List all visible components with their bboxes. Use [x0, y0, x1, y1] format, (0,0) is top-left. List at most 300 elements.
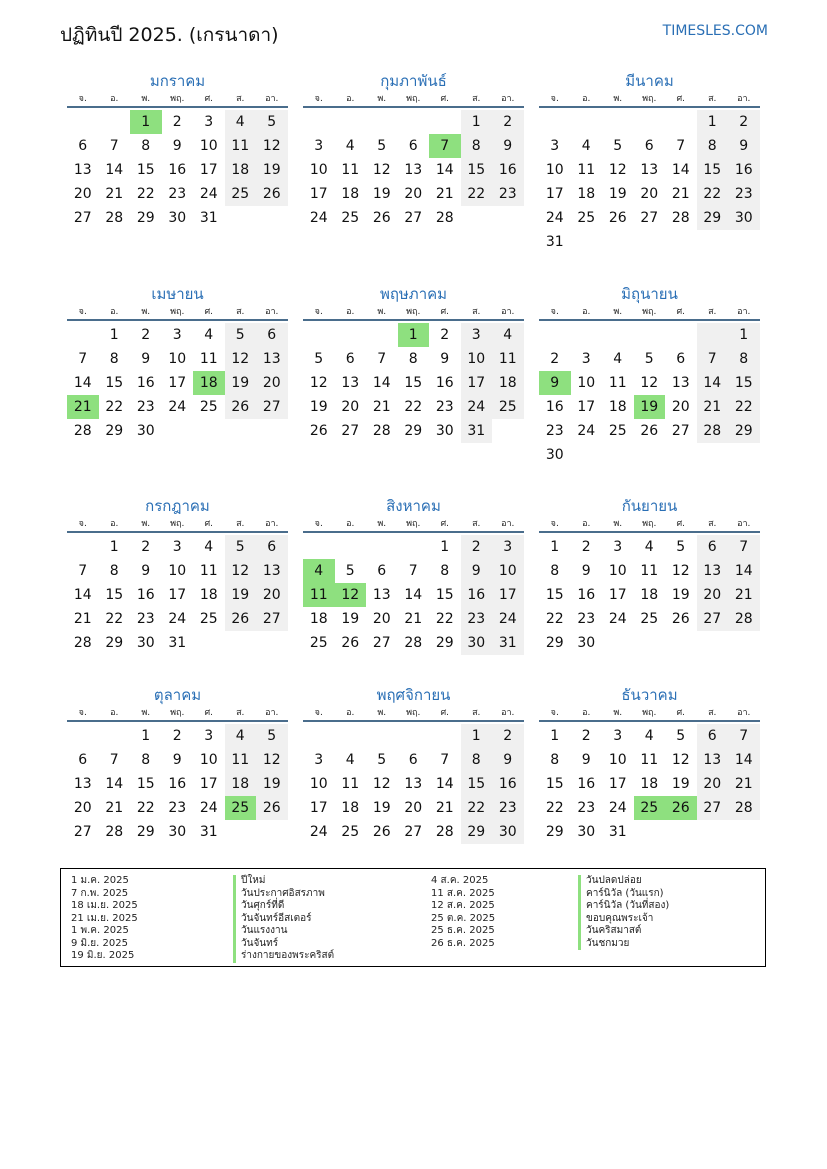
- day-cell[interactable]: 28: [728, 607, 760, 631]
- day-cell[interactable]: 16: [136, 375, 155, 391]
- day-cell[interactable]: 15: [435, 587, 454, 603]
- day-cell[interactable]: 21: [728, 583, 760, 607]
- day-cell[interactable]: 5: [377, 752, 387, 768]
- holiday-day-cell[interactable]: 26: [665, 796, 697, 820]
- day-cell[interactable]: 21: [435, 186, 454, 202]
- day-cell[interactable]: 24: [168, 399, 187, 415]
- day-cell[interactable]: 17: [309, 800, 328, 816]
- day-cell[interactable]: 10: [199, 138, 218, 154]
- day-cell[interactable]: 19: [225, 371, 257, 395]
- day-cell[interactable]: 24: [577, 423, 596, 439]
- day-cell[interactable]: 7: [109, 138, 119, 154]
- day-cell[interactable]: 19: [256, 158, 288, 182]
- day-cell[interactable]: 7: [109, 752, 119, 768]
- day-cell[interactable]: 11: [341, 776, 360, 792]
- day-cell[interactable]: 19: [671, 587, 690, 603]
- day-cell[interactable]: 11: [577, 162, 596, 178]
- day-cell[interactable]: 9: [728, 134, 760, 158]
- day-cell[interactable]: 9: [581, 563, 591, 579]
- day-cell[interactable]: 16: [492, 772, 524, 796]
- day-cell[interactable]: 19: [309, 399, 328, 415]
- day-cell[interactable]: 31: [461, 419, 493, 443]
- day-cell[interactable]: 3: [613, 728, 623, 744]
- day-cell[interactable]: 26: [225, 607, 257, 631]
- day-cell[interactable]: 23: [577, 800, 596, 816]
- day-cell[interactable]: 16: [168, 776, 187, 792]
- day-cell[interactable]: 4: [644, 728, 654, 744]
- day-cell[interactable]: 19: [225, 583, 257, 607]
- day-cell[interactable]: 19: [608, 186, 627, 202]
- day-cell[interactable]: 4: [581, 138, 591, 154]
- day-cell[interactable]: 11: [225, 748, 257, 772]
- day-cell[interactable]: 23: [577, 611, 596, 627]
- day-cell[interactable]: 27: [697, 607, 729, 631]
- day-cell[interactable]: 23: [492, 796, 524, 820]
- day-cell[interactable]: 8: [461, 748, 493, 772]
- day-cell[interactable]: 6: [697, 535, 729, 559]
- day-cell[interactable]: 10: [168, 563, 187, 579]
- day-cell[interactable]: 13: [404, 776, 423, 792]
- day-cell[interactable]: 18: [577, 186, 596, 202]
- holiday-day-cell[interactable]: 11: [303, 583, 335, 607]
- day-cell[interactable]: 13: [671, 375, 690, 391]
- day-cell[interactable]: 21: [404, 611, 423, 627]
- day-cell[interactable]: 5: [676, 728, 686, 744]
- day-cell[interactable]: 21: [728, 772, 760, 796]
- day-cell[interactable]: 17: [545, 186, 564, 202]
- day-cell[interactable]: 3: [550, 138, 560, 154]
- day-cell[interactable]: 21: [697, 395, 729, 419]
- day-cell[interactable]: 17: [168, 587, 187, 603]
- day-cell[interactable]: 7: [440, 752, 450, 768]
- day-cell[interactable]: 21: [73, 611, 92, 627]
- day-cell[interactable]: 23: [545, 423, 564, 439]
- day-cell[interactable]: 25: [577, 210, 596, 226]
- day-cell[interactable]: 3: [581, 351, 591, 367]
- day-cell[interactable]: 30: [168, 210, 187, 226]
- day-cell[interactable]: 9: [141, 563, 151, 579]
- day-cell[interactable]: 10: [608, 752, 627, 768]
- day-cell[interactable]: 25: [225, 182, 257, 206]
- day-cell[interactable]: 5: [225, 535, 257, 559]
- day-cell[interactable]: 6: [408, 752, 418, 768]
- day-cell[interactable]: 28: [404, 635, 423, 651]
- day-cell[interactable]: 18: [309, 611, 328, 627]
- day-cell[interactable]: 8: [461, 134, 493, 158]
- day-cell[interactable]: 10: [461, 347, 493, 371]
- day-cell[interactable]: 11: [608, 375, 627, 391]
- day-cell[interactable]: 29: [105, 635, 124, 651]
- day-cell[interactable]: 1: [109, 539, 119, 555]
- day-cell[interactable]: 10: [492, 559, 524, 583]
- day-cell[interactable]: 17: [461, 371, 493, 395]
- day-cell[interactable]: 27: [404, 824, 423, 840]
- day-cell[interactable]: 24: [492, 607, 524, 631]
- day-cell[interactable]: 16: [492, 158, 524, 182]
- day-cell[interactable]: 8: [728, 347, 760, 371]
- day-cell[interactable]: 10: [309, 776, 328, 792]
- day-cell[interactable]: 23: [461, 607, 493, 631]
- day-cell[interactable]: 16: [435, 375, 454, 391]
- day-cell[interactable]: 15: [105, 375, 124, 391]
- day-cell[interactable]: 1: [461, 724, 493, 748]
- day-cell[interactable]: 20: [73, 800, 92, 816]
- day-cell[interactable]: 5: [314, 351, 324, 367]
- day-cell[interactable]: 20: [697, 583, 729, 607]
- day-cell[interactable]: 14: [73, 587, 92, 603]
- day-cell[interactable]: 3: [461, 323, 493, 347]
- day-cell[interactable]: 30: [492, 820, 524, 844]
- day-cell[interactable]: 27: [404, 210, 423, 226]
- day-cell[interactable]: 25: [309, 635, 328, 651]
- day-cell[interactable]: 7: [728, 535, 760, 559]
- day-cell[interactable]: 2: [581, 728, 591, 744]
- day-cell[interactable]: 15: [136, 162, 155, 178]
- day-cell[interactable]: 6: [256, 535, 288, 559]
- day-cell[interactable]: 13: [256, 347, 288, 371]
- day-cell[interactable]: 10: [199, 752, 218, 768]
- day-cell[interactable]: 24: [199, 800, 218, 816]
- holiday-day-cell[interactable]: 9: [539, 371, 571, 395]
- day-cell[interactable]: 29: [136, 824, 155, 840]
- holiday-day-cell[interactable]: 25: [225, 796, 257, 820]
- day-cell[interactable]: 9: [141, 351, 151, 367]
- day-cell[interactable]: 31: [199, 824, 218, 840]
- holiday-day-cell[interactable]: 18: [193, 371, 225, 395]
- day-cell[interactable]: 9: [581, 752, 591, 768]
- day-cell[interactable]: 11: [492, 347, 524, 371]
- day-cell[interactable]: 29: [105, 423, 124, 439]
- day-cell[interactable]: 21: [372, 399, 391, 415]
- day-cell[interactable]: 30: [435, 423, 454, 439]
- day-cell[interactable]: 10: [608, 563, 627, 579]
- day-cell[interactable]: 23: [492, 182, 524, 206]
- day-cell[interactable]: 14: [728, 748, 760, 772]
- day-cell[interactable]: 20: [404, 186, 423, 202]
- day-cell[interactable]: 29: [136, 210, 155, 226]
- day-cell[interactable]: 11: [199, 351, 218, 367]
- day-cell[interactable]: 3: [172, 327, 182, 343]
- day-cell[interactable]: 28: [435, 210, 454, 226]
- holiday-day-cell[interactable]: 1: [398, 323, 430, 347]
- day-cell[interactable]: 4: [204, 539, 214, 555]
- day-cell[interactable]: 10: [168, 351, 187, 367]
- day-cell[interactable]: 5: [676, 539, 686, 555]
- day-cell[interactable]: 28: [671, 210, 690, 226]
- day-cell[interactable]: 16: [461, 583, 493, 607]
- day-cell[interactable]: 29: [545, 635, 564, 651]
- day-cell[interactable]: 13: [73, 162, 92, 178]
- day-cell[interactable]: 24: [545, 210, 564, 226]
- day-cell[interactable]: 26: [225, 395, 257, 419]
- day-cell[interactable]: 28: [73, 635, 92, 651]
- day-cell[interactable]: 29: [404, 423, 423, 439]
- day-cell[interactable]: 23: [136, 399, 155, 415]
- holiday-day-cell[interactable]: 21: [67, 395, 99, 419]
- day-cell[interactable]: 4: [613, 351, 623, 367]
- day-cell[interactable]: 31: [199, 210, 218, 226]
- day-cell[interactable]: 5: [377, 138, 387, 154]
- day-cell[interactable]: 8: [440, 563, 450, 579]
- brand-link[interactable]: TIMESLES.COM: [662, 23, 768, 39]
- day-cell[interactable]: 6: [644, 138, 654, 154]
- day-cell[interactable]: 13: [256, 559, 288, 583]
- day-cell[interactable]: 5: [644, 351, 654, 367]
- day-cell[interactable]: 9: [492, 748, 524, 772]
- day-cell[interactable]: 28: [105, 210, 124, 226]
- day-cell[interactable]: 23: [168, 186, 187, 202]
- day-cell[interactable]: 23: [435, 399, 454, 415]
- day-cell[interactable]: 8: [141, 138, 151, 154]
- day-cell[interactable]: 15: [728, 371, 760, 395]
- day-cell[interactable]: 15: [545, 587, 564, 603]
- day-cell[interactable]: 25: [608, 423, 627, 439]
- day-cell[interactable]: 2: [550, 351, 560, 367]
- day-cell[interactable]: 25: [341, 210, 360, 226]
- day-cell[interactable]: 6: [377, 563, 387, 579]
- day-cell[interactable]: 4: [225, 110, 257, 134]
- day-cell[interactable]: 23: [168, 800, 187, 816]
- day-cell[interactable]: 28: [435, 824, 454, 840]
- day-cell[interactable]: 1: [728, 323, 760, 347]
- day-cell[interactable]: 27: [372, 635, 391, 651]
- day-cell[interactable]: 15: [105, 587, 124, 603]
- day-cell[interactable]: 25: [199, 399, 218, 415]
- day-cell[interactable]: 20: [73, 186, 92, 202]
- day-cell[interactable]: 22: [105, 611, 124, 627]
- day-cell[interactable]: 31: [545, 234, 564, 250]
- day-cell[interactable]: 19: [372, 800, 391, 816]
- day-cell[interactable]: 12: [372, 162, 391, 178]
- day-cell[interactable]: 17: [577, 399, 596, 415]
- day-cell[interactable]: 24: [199, 186, 218, 202]
- day-cell[interactable]: 25: [199, 611, 218, 627]
- day-cell[interactable]: 1: [461, 110, 493, 134]
- day-cell[interactable]: 4: [345, 752, 355, 768]
- day-cell[interactable]: 3: [613, 539, 623, 555]
- day-cell[interactable]: 5: [225, 323, 257, 347]
- day-cell[interactable]: 6: [676, 351, 686, 367]
- day-cell[interactable]: 11: [199, 563, 218, 579]
- day-cell[interactable]: 12: [225, 559, 257, 583]
- day-cell[interactable]: 15: [404, 375, 423, 391]
- day-cell[interactable]: 12: [256, 134, 288, 158]
- day-cell[interactable]: 13: [640, 162, 659, 178]
- day-cell[interactable]: 11: [341, 162, 360, 178]
- day-cell[interactable]: 21: [435, 800, 454, 816]
- day-cell[interactable]: 13: [73, 776, 92, 792]
- day-cell[interactable]: 20: [372, 611, 391, 627]
- day-cell[interactable]: 30: [545, 447, 564, 463]
- day-cell[interactable]: 16: [168, 162, 187, 178]
- day-cell[interactable]: 26: [372, 210, 391, 226]
- day-cell[interactable]: 8: [550, 563, 560, 579]
- day-cell[interactable]: 14: [73, 375, 92, 391]
- day-cell[interactable]: 22: [461, 796, 493, 820]
- day-cell[interactable]: 28: [372, 423, 391, 439]
- day-cell[interactable]: 31: [168, 635, 187, 651]
- day-cell[interactable]: 18: [225, 158, 257, 182]
- day-cell[interactable]: 14: [671, 162, 690, 178]
- day-cell[interactable]: 3: [204, 728, 214, 744]
- day-cell[interactable]: 12: [640, 375, 659, 391]
- day-cell[interactable]: 19: [256, 772, 288, 796]
- day-cell[interactable]: 2: [172, 728, 182, 744]
- day-cell[interactable]: 19: [372, 186, 391, 202]
- day-cell[interactable]: 14: [435, 776, 454, 792]
- day-cell[interactable]: 1: [697, 110, 729, 134]
- day-cell[interactable]: 29: [728, 419, 760, 443]
- day-cell[interactable]: 1: [109, 327, 119, 343]
- day-cell[interactable]: 25: [492, 395, 524, 419]
- day-cell[interactable]: 6: [78, 138, 88, 154]
- day-cell[interactable]: 8: [550, 752, 560, 768]
- day-cell[interactable]: 10: [309, 162, 328, 178]
- day-cell[interactable]: 16: [577, 587, 596, 603]
- day-cell[interactable]: 28: [697, 419, 729, 443]
- day-cell[interactable]: 24: [608, 611, 627, 627]
- day-cell[interactable]: 13: [341, 375, 360, 391]
- day-cell[interactable]: 7: [78, 351, 88, 367]
- day-cell[interactable]: 27: [671, 423, 690, 439]
- day-cell[interactable]: 27: [73, 824, 92, 840]
- day-cell[interactable]: 7: [676, 138, 686, 154]
- day-cell[interactable]: 15: [545, 776, 564, 792]
- day-cell[interactable]: 18: [341, 800, 360, 816]
- day-cell[interactable]: 1: [141, 728, 151, 744]
- holiday-day-cell[interactable]: 19: [634, 395, 666, 419]
- day-cell[interactable]: 4: [644, 539, 654, 555]
- day-cell[interactable]: 14: [404, 587, 423, 603]
- day-cell[interactable]: 22: [136, 800, 155, 816]
- day-cell[interactable]: 16: [728, 158, 760, 182]
- day-cell[interactable]: 12: [309, 375, 328, 391]
- day-cell[interactable]: 11: [640, 563, 659, 579]
- day-cell[interactable]: 2: [461, 535, 493, 559]
- holiday-day-cell[interactable]: 1: [130, 110, 162, 134]
- day-cell[interactable]: 12: [225, 347, 257, 371]
- day-cell[interactable]: 26: [671, 611, 690, 627]
- day-cell[interactable]: 26: [372, 824, 391, 840]
- holiday-day-cell[interactable]: 4: [303, 559, 335, 583]
- day-cell[interactable]: 18: [640, 776, 659, 792]
- day-cell[interactable]: 8: [109, 351, 119, 367]
- day-cell[interactable]: 20: [341, 399, 360, 415]
- day-cell[interactable]: 27: [73, 210, 92, 226]
- day-cell[interactable]: 9: [172, 752, 182, 768]
- day-cell[interactable]: 30: [728, 206, 760, 230]
- day-cell[interactable]: 20: [404, 800, 423, 816]
- day-cell[interactable]: 10: [577, 375, 596, 391]
- day-cell[interactable]: 8: [697, 134, 729, 158]
- day-cell[interactable]: 17: [168, 375, 187, 391]
- day-cell[interactable]: 2: [728, 110, 760, 134]
- day-cell[interactable]: 20: [256, 583, 288, 607]
- day-cell[interactable]: 5: [345, 563, 355, 579]
- day-cell[interactable]: 22: [136, 186, 155, 202]
- day-cell[interactable]: 29: [545, 824, 564, 840]
- holiday-day-cell[interactable]: 7: [429, 134, 461, 158]
- day-cell[interactable]: 29: [697, 206, 729, 230]
- day-cell[interactable]: 14: [105, 776, 124, 792]
- day-cell[interactable]: 18: [492, 371, 524, 395]
- day-cell[interactable]: 9: [440, 351, 450, 367]
- day-cell[interactable]: 9: [492, 134, 524, 158]
- day-cell[interactable]: 24: [461, 395, 493, 419]
- day-cell[interactable]: 13: [697, 559, 729, 583]
- day-cell[interactable]: 12: [671, 563, 690, 579]
- day-cell[interactable]: 2: [492, 724, 524, 748]
- day-cell[interactable]: 16: [577, 776, 596, 792]
- day-cell[interactable]: 9: [172, 138, 182, 154]
- day-cell[interactable]: 1: [440, 539, 450, 555]
- day-cell[interactable]: 7: [78, 563, 88, 579]
- day-cell[interactable]: 7: [728, 724, 760, 748]
- day-cell[interactable]: 12: [256, 748, 288, 772]
- day-cell[interactable]: 3: [492, 535, 524, 559]
- day-cell[interactable]: 15: [697, 158, 729, 182]
- day-cell[interactable]: 12: [372, 776, 391, 792]
- day-cell[interactable]: 17: [492, 583, 524, 607]
- day-cell[interactable]: 15: [461, 772, 493, 796]
- day-cell[interactable]: 17: [608, 587, 627, 603]
- day-cell[interactable]: 30: [577, 824, 596, 840]
- day-cell[interactable]: 24: [309, 210, 328, 226]
- day-cell[interactable]: 15: [461, 158, 493, 182]
- day-cell[interactable]: 18: [199, 587, 218, 603]
- day-cell[interactable]: 4: [492, 323, 524, 347]
- day-cell[interactable]: 6: [256, 323, 288, 347]
- day-cell[interactable]: 21: [671, 186, 690, 202]
- day-cell[interactable]: 8: [408, 351, 418, 367]
- day-cell[interactable]: 22: [105, 399, 124, 415]
- day-cell[interactable]: 17: [608, 776, 627, 792]
- day-cell[interactable]: 30: [136, 635, 155, 651]
- day-cell[interactable]: 8: [109, 563, 119, 579]
- day-cell[interactable]: 2: [492, 110, 524, 134]
- day-cell[interactable]: 21: [105, 186, 124, 202]
- day-cell[interactable]: 25: [341, 824, 360, 840]
- day-cell[interactable]: 22: [728, 395, 760, 419]
- day-cell[interactable]: 21: [105, 800, 124, 816]
- day-cell[interactable]: 24: [608, 800, 627, 816]
- day-cell[interactable]: 5: [256, 724, 288, 748]
- day-cell[interactable]: 13: [404, 162, 423, 178]
- day-cell[interactable]: 30: [136, 423, 155, 439]
- day-cell[interactable]: 13: [372, 587, 391, 603]
- day-cell[interactable]: 22: [435, 611, 454, 627]
- day-cell[interactable]: 6: [408, 138, 418, 154]
- day-cell[interactable]: 28: [728, 796, 760, 820]
- day-cell[interactable]: 2: [581, 539, 591, 555]
- day-cell[interactable]: 20: [697, 772, 729, 796]
- day-cell[interactable]: 31: [492, 631, 524, 655]
- day-cell[interactable]: 5: [256, 110, 288, 134]
- day-cell[interactable]: 19: [671, 776, 690, 792]
- day-cell[interactable]: 1: [550, 539, 560, 555]
- day-cell[interactable]: 31: [608, 824, 627, 840]
- day-cell[interactable]: 4: [225, 724, 257, 748]
- day-cell[interactable]: 27: [256, 395, 288, 419]
- day-cell[interactable]: 6: [78, 752, 88, 768]
- day-cell[interactable]: 22: [461, 182, 493, 206]
- day-cell[interactable]: 15: [136, 776, 155, 792]
- day-cell[interactable]: 17: [199, 776, 218, 792]
- day-cell[interactable]: 11: [225, 134, 257, 158]
- day-cell[interactable]: 12: [671, 752, 690, 768]
- day-cell[interactable]: 4: [204, 327, 214, 343]
- day-cell[interactable]: 23: [136, 611, 155, 627]
